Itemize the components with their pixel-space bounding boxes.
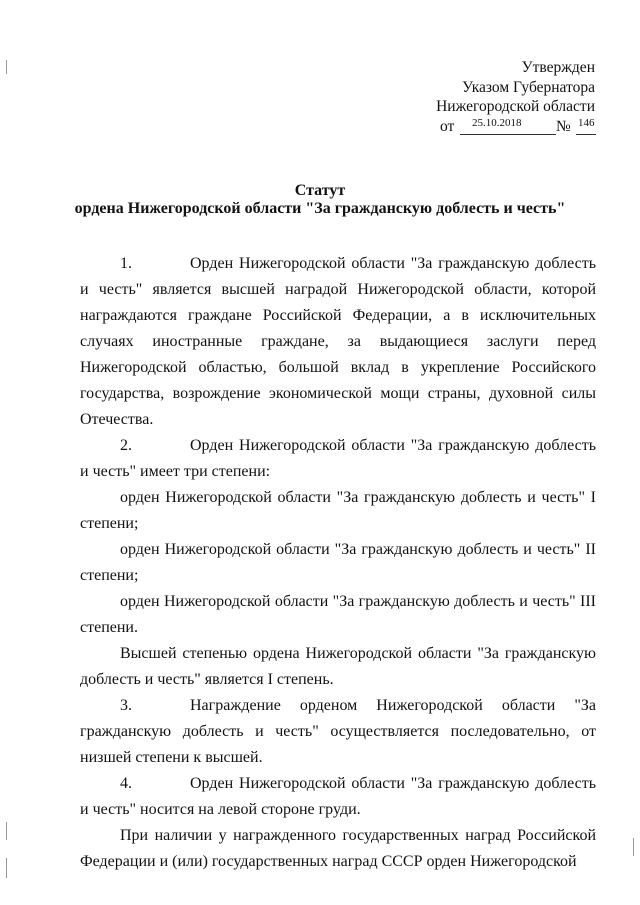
document-body bbox=[80, 251, 596, 875]
paragraph-5: При наличии у награжденного государственных наград Российской Федерации и (или) государственных наград СССР орден Нижегородской bbox=[80, 827, 596, 870]
document-title: Статут bbox=[294, 182, 346, 199]
paragraph-text: Награждение орденом Нижегородской области "За гражданскую доблесть и честь" осуществляется последовательно, от низшей степени к высшей. bbox=[80, 697, 596, 766]
number-underline bbox=[576, 134, 596, 135]
approval-line: Указом Губернатора bbox=[462, 78, 595, 96]
paragraph-2 bbox=[80, 433, 596, 485]
paragraph-number: 3. bbox=[120, 697, 132, 714]
approval-line: Утвержден bbox=[521, 59, 595, 76]
approval-line: Нижегородской области bbox=[436, 98, 595, 115]
paragraph-number: 2. bbox=[120, 437, 132, 454]
approval-block bbox=[436, 58, 595, 137]
paragraph-text: Орден Нижегородской области "За гражданскую доблесть и честь" является высшей наградой Нижегородской области, которой награждаются граждане Российской Федерации, а в исключительных случаях иностранные граждане, за выдающиеся заслуги перед Нижегородской областью, большой вклад в укрепление Российского государства, возрождение экономической мощи страны, духовной силы Отечества. bbox=[80, 255, 596, 428]
scan-margin-mark bbox=[6, 822, 7, 840]
paragraph-text: Орден Нижегородской области "За гражданскую доблесть и честь" носится на левой стороне груди. bbox=[80, 775, 596, 818]
paragraph-number: 1. bbox=[120, 255, 132, 272]
scan-margin-mark bbox=[633, 838, 634, 856]
number-sign: № bbox=[556, 117, 571, 135]
paragraph-2c: орден Нижегородской области "За гражданскую доблесть и честь" III степени. bbox=[80, 593, 596, 636]
paragraph-2b: орден Нижегородской области "За гражданскую доблесть и честь" II степени; bbox=[80, 541, 596, 584]
approval-date-number bbox=[440, 117, 595, 137]
paragraph-3 bbox=[80, 693, 596, 771]
from-label: от bbox=[440, 117, 455, 135]
approval-number: 146 bbox=[578, 116, 595, 129]
paragraph-text: Орден Нижегородской области "За гражданскую доблесть и честь" имеет три степени: bbox=[80, 437, 596, 480]
approval-date: 25.10.2018 bbox=[472, 116, 522, 129]
scan-margin-mark bbox=[6, 858, 7, 878]
paragraph-4 bbox=[80, 771, 596, 823]
paragraph-number: 4. bbox=[120, 775, 132, 792]
paragraph-1 bbox=[80, 251, 596, 433]
paragraph-2d: Высшей степенью ордена Нижегородской области "За гражданскую доблесть и честь" является I степень. bbox=[80, 645, 596, 688]
scan-margin-mark bbox=[6, 60, 7, 74]
document-subtitle: ордена Нижегородской области "За гражданскую доблесть и честь" bbox=[74, 200, 566, 217]
paragraph-2a: орден Нижегородской области "За гражданскую доблесть и честь" I степени; bbox=[80, 489, 596, 532]
date-underline bbox=[460, 134, 556, 135]
